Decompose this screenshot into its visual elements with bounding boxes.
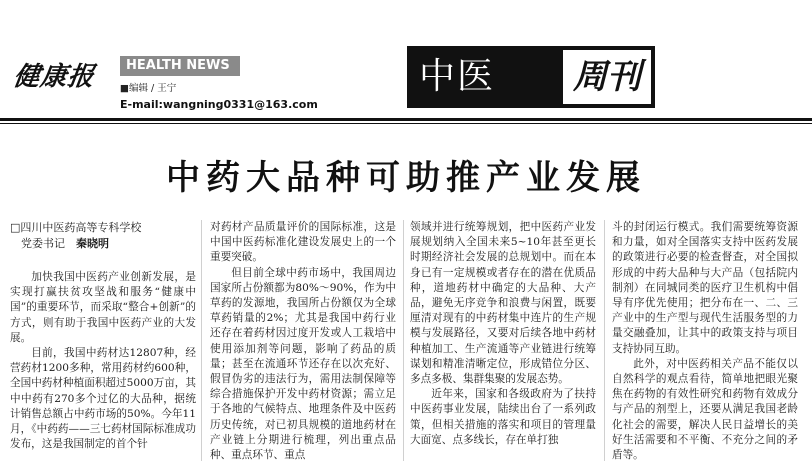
byline-name: 秦晓明 [76,237,109,250]
header-divider-thick [0,118,812,121]
article-column-2 [210,220,396,461]
paragraph: 加快我国中医药产业创新发展，是实现打赢扶贫攻坚战和服务“健康中国”的重要环节，而采取“整合+创新”的方式，则有助于我国中医药产业的大发展。 [10,271,196,344]
column-separator [604,220,605,461]
article-column-4 [612,220,798,461]
byline-role: 党委书记 [21,237,65,250]
paragraph: 领域并进行统筹规划，把中医药产业发展规划纳入全国未来5~10年甚至更长时期经济社会发展的总规划中。而在本身已有一定规模或者存在的潜在优质品种，道地药材中确定的大品种、大产品，避免无序竞争和浪费与闲置，既要厘清对现有的中药材集中连片的生产规模与发展路径，又要对后续各地中药材种植加工、生产流通等产业链进行统筹谋划和精准清晰定位，形成错位分区、多点多极、集群集聚的发展态势。 [410,221,596,386]
editor-line: ■编辑 / 王宁 [120,83,177,94]
column-separator [403,220,404,461]
article-column-1 [10,220,196,461]
newspaper-logo: 健康报 [11,62,97,92]
article-column-3 [410,220,596,461]
paragraph: 此外，对中医药相关产品不能仅以自然科学的观点看待，简单地把眼光聚焦在药物的有效性研究和药物有效成分与产品的剂型上，还要从满足我国老龄化社会的需要，解决人民日益增长的美好生活需要和不平衡、不充分之间的矛盾等。 [612,357,798,461]
column-brand-part1: 中医 [407,46,559,108]
byline [10,220,196,252]
column-separator [201,220,202,461]
header-divider-thin [0,123,812,124]
article-headline: 中药大品种可助推产业发展 [166,158,646,198]
editor-email: E-mail:wangning0331@163.com [120,98,318,111]
paragraph: 目前，我国中药材达12807种，经营药材1200多种，常用药材约600种，全国中药材种植面积超过5000万亩，其中中药有270多个过亿的大品种，据统计销售总额占中药市场的50%。今年11月，《中药药——三七药材国际标准成功发布，这是我国制定的首个针 [10,347,196,451]
byline-organization: □四川中医药高等专科学校 [10,221,142,234]
paragraph: 近年来，国家和各级政府为了扶持中医药事业发展，陆续出台了一系列政策，但相关措施的落实和项目的管理量大面宽、点多线长，存在单打独 [410,388,596,446]
byline-author [10,236,196,252]
column-brand-part2: 周刊 [559,46,655,108]
paragraph: 对药材产品质量评价的国际标准，这是中国中医药标准化建设发展史上的一个重要突破。 [210,221,396,264]
paragraph: 但目前全球中药市场中，我国周边国家所占份额都为80%～90%，作为中草药的发源地，我国所占份额仅为全球草药销量的2%；尤其是我国中药行业还存在着药材因过度开发或人工栽培中使用添加剂等问题，影响了药品的质量；甚至在流通环节还存在以次充好、假冒伪劣的违法行为，需用法制保障等综合措施保护开发中药材资源；需立足于各地的气候特点、地理条件及中医药历史传统，对已初具规模的道地药材在产业链上分期进行梳理，列出重点品种、重点环节、重点 [210,266,396,461]
section-label-english: HEALTH NEWS [120,56,240,76]
paragraph: 斗的封闭运行模式。我们需要统筹资源和力量，如对全国落实支持中医药发展的政策进行必要的检查督查，对全国拟形成的中药大品种与大产品（包括院内制剂）在同城同类的医疗卫生机构中倡导有序优先使用；把分布在一、二、三产业中的生产型与现代生活服务型的力量交融叠加，让其中的政策支持与项目支持协同互助。 [612,221,798,355]
